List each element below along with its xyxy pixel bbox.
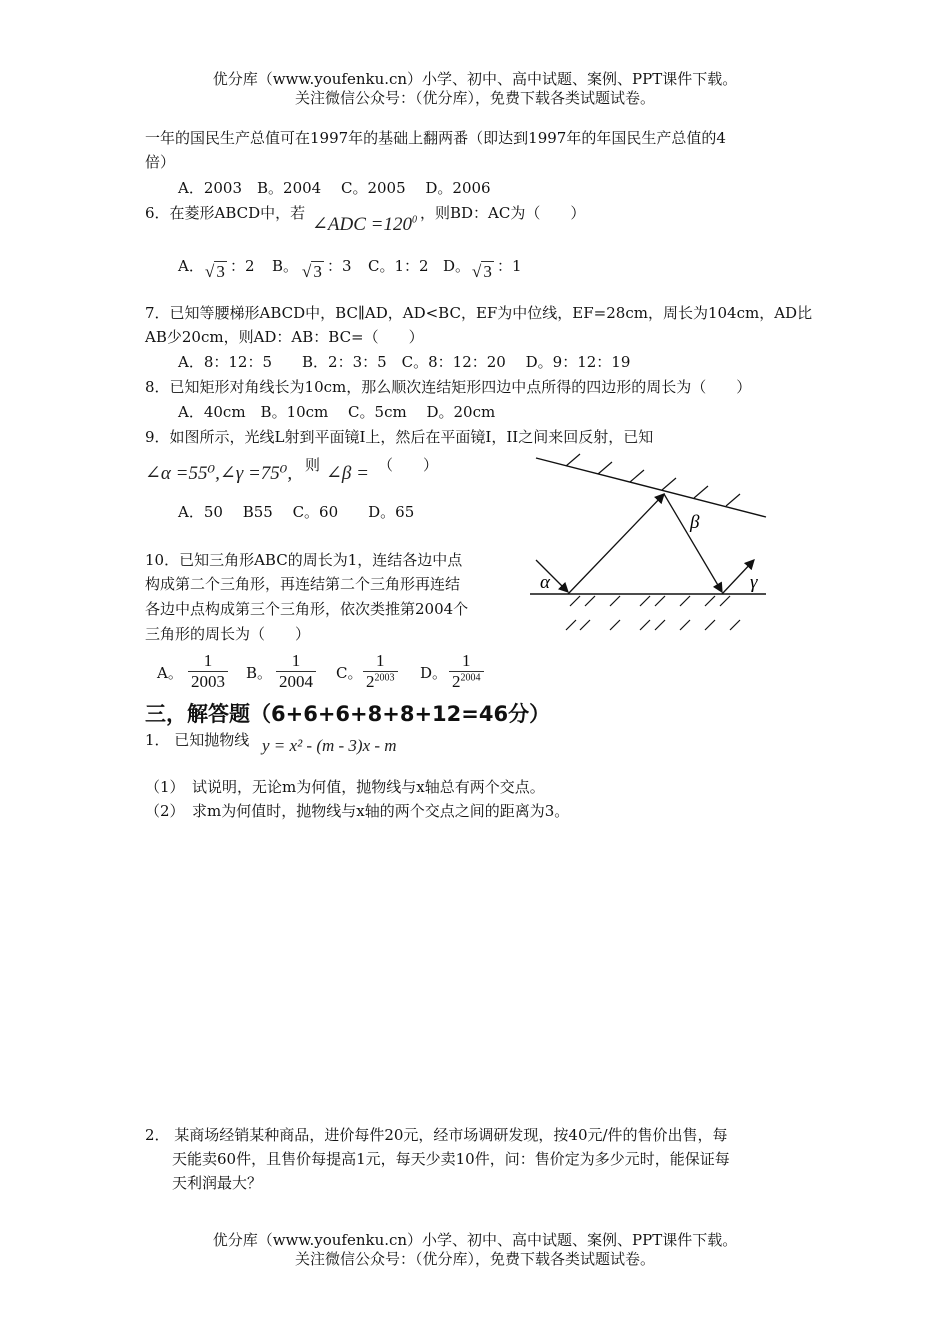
q10-option-a-fraction: $\frac{1}{2003}$ <box>188 651 228 692</box>
q7-options: A．8：12：5 B．2：3：5 C。8：12：20 D。9：12：19 <box>178 353 631 371</box>
mirror-top-hatching <box>566 454 740 506</box>
s2-line-3: 天利润最大？ <box>172 1174 263 1192</box>
q10-option-d-fraction: $\frac{1}{2^{2004}}$ <box>449 651 484 692</box>
q10-option-a-label: A。 <box>157 664 183 682</box>
header-line-2: 关注微信公众号：（优分库），免费下载各类试题试卷。 <box>294 89 655 107</box>
q6-option-d-tail: ：1 <box>497 257 522 275</box>
q10-line-3: 各边中点构成第三个三角形，依次类推第2004个 <box>145 600 469 618</box>
s2-line-1: 2． 某商场经销某种商品，进价每件20元，经市场调研发现，按40元/件的售价出售，每 <box>145 1126 728 1144</box>
reflected-ray-up <box>568 494 664 594</box>
q6-option-b-sqrt: √ 3 <box>302 262 322 281</box>
q6-tail: ，则BD：AC为（ ） <box>420 204 586 222</box>
s1-stem: 1． 已知抛物线 <box>145 731 250 749</box>
reflected-ray-down <box>664 494 722 592</box>
q5-text-line-2: 倍） <box>145 153 176 171</box>
mirror-reflection-figure <box>530 450 775 640</box>
header-line-1: 优分库（www.youfenku.cn）小学、初中、高中试题、案例、PPT课件下载。 <box>212 70 738 88</box>
section-3-title: 三，解答题（6+6+6+8+8+12=46分） <box>145 702 551 726</box>
q6-option-a-tail: ：2 <box>230 257 255 275</box>
q10-option-b-label: B。 <box>246 664 273 682</box>
q6-option-a-label: A． <box>178 257 204 275</box>
q6-option-d-sqrt: √ 3 <box>472 262 492 281</box>
q6-stem: 6．在菱形ABCD中，若 <box>145 204 306 222</box>
q6-option-b-tail: ：3 <box>327 257 352 275</box>
beta-label: β <box>690 512 700 533</box>
q10-line-2: 构成第二个三角形，再连结第二个三角形再连结 <box>145 575 461 593</box>
q5-options: A．2003 B。2004 C。2005 D。2006 <box>178 179 491 197</box>
s1-parabola-equation: y = x² - (m - 3)x - m <box>262 736 397 755</box>
q7-text-line-2: AB少20cm，则AD：AB：BC=（ ） <box>145 328 424 346</box>
s1-part-1: （1） 试说明，无论m为何值，抛物线与x轴总有两个交点。 <box>145 778 545 796</box>
q8-options: A．40cm B。10cm C。5cm D。20cm <box>178 403 496 421</box>
q6-option-c: C。1：2 <box>368 257 429 275</box>
q10-option-c-label: C。 <box>336 664 363 682</box>
footer-line-1: 优分库（www.youfenku.cn）小学、初中、高中试题、案例、PPT课件下载。 <box>212 1231 738 1249</box>
q10-line-4: 三角形的周长为（ ） <box>145 625 311 643</box>
q6-option-b-label: B。 <box>272 257 299 275</box>
q10-option-d-label: D。 <box>420 664 448 682</box>
q6-option-a-sqrt: √ 3 <box>205 262 225 281</box>
footer-line-2: 关注微信公众号：（优分库），免费下载各类试题试卷。 <box>294 1250 655 1268</box>
q5-text-line-1: 一年的国民生产总值可在1997年的基础上翻两番（即达到1997年的年国民生产总值的4 <box>145 129 726 147</box>
q10-line-1: 10．已知三角形ABC的周长为1，连结各边中点 <box>145 551 463 569</box>
q10-option-b-fraction: $\frac{1}{2004}$ <box>276 651 316 692</box>
q6-angle-math: ∠ADC $=120^0$ <box>312 214 417 235</box>
q9-given-angles: ∠α =55⁰,∠γ =75⁰, <box>145 463 293 484</box>
q10-option-c-fraction: $\frac{1}{2^{2003}}$ <box>363 651 398 692</box>
q6-option-d-label: D。 <box>443 257 471 275</box>
q9-then: 则 <box>305 456 321 474</box>
q7-text-line-1: 7．已知等腰梯形ABCD中，BC∥AD，AD<BC，EF为中位线，EF=28cm，周长为104cm，AD比 <box>145 304 813 322</box>
q8-text: 8．已知矩形对角线长为10cm，那么顺次连结矩形四边中点所得的四边形的周长为（ ） <box>145 378 752 396</box>
alpha-label: α <box>540 572 550 593</box>
q9-paren: （ ） <box>378 456 439 474</box>
q9-beta-math: ∠β = <box>326 463 369 484</box>
s2-line-2: 天能卖60件，且售价每提高1元，每天少卖10件，问：售价定为多少元时，能保证每 <box>172 1150 730 1168</box>
gamma-label: γ <box>750 572 758 593</box>
s1-part-2: （2） 求m为何值时，抛物线与x轴的两个交点之间的距离为3。 <box>145 802 570 820</box>
q9-options: A．50 B55 C。60 D。65 <box>178 503 415 521</box>
q9-text: 9．如图所示，光线L射到平面镜I上，然后在平面镜I，II之间来回反射，已知 <box>145 428 654 446</box>
mirror-bottom-hatching <box>566 596 740 630</box>
